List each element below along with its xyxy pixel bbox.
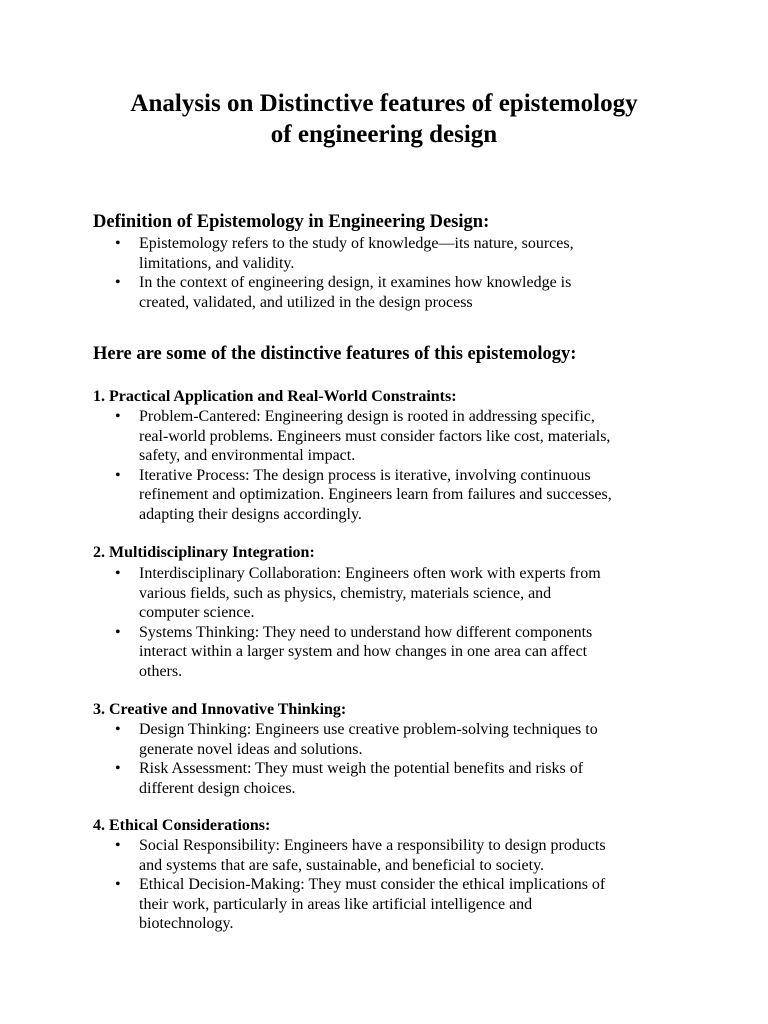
definition-item xyxy=(0,234,768,273)
section-item-line: Ethical Decision-Making: They must consider the ethical implications of xyxy=(139,876,606,894)
bullet-glyph: • xyxy=(115,876,121,894)
document-title-line-2: of engineering design xyxy=(270,121,498,148)
section-heading: 4. Ethical Considerations: xyxy=(93,817,271,834)
bullet-glyph: • xyxy=(115,565,121,582)
section-item-line: Systems Thinking: They need to understand how different components xyxy=(139,623,593,641)
section-item xyxy=(0,875,768,934)
section-list xyxy=(0,564,768,682)
section-item xyxy=(0,720,768,759)
section-list xyxy=(0,720,768,798)
section-item-line: biotechnology. xyxy=(139,915,234,933)
features-heading: Here are some of the distinctive features of this epistemology: xyxy=(93,344,577,364)
bullet-glyph: • xyxy=(115,623,121,641)
definition-item xyxy=(0,273,768,312)
definition-item-line: In the context of engineering design, it examines how knowledge is xyxy=(139,274,572,292)
section-item-line: safety, and environmental impact. xyxy=(139,447,356,465)
bullet-glyph: • xyxy=(115,235,121,252)
bullet-glyph: • xyxy=(115,466,121,484)
section-heading: 3. Creative and Innovative Thinking: xyxy=(93,701,347,718)
section-item xyxy=(0,466,768,525)
definition-item-line: created, validated, and utilized in the design process xyxy=(139,293,473,311)
section-item-line: adapting their designs accordingly. xyxy=(139,505,362,523)
definition-item-line: Epistemology refers to the study of knowledge—its nature, sources, xyxy=(139,235,574,252)
section-item-line: others. xyxy=(139,662,183,680)
section-item-line: refinement and optimization. Engineers learn from failures and successes, xyxy=(139,486,612,504)
section-item xyxy=(0,836,768,875)
definition-list xyxy=(0,234,768,312)
bullet-glyph: • xyxy=(115,760,121,778)
definition-heading: Definition of Epistemology in Engineering Design: xyxy=(93,212,490,232)
section-item-line: computer science. xyxy=(139,604,255,622)
bullet-glyph: • xyxy=(115,837,121,854)
bullet-glyph: • xyxy=(115,408,121,425)
section-heading: 2. Multidisciplinary Integration: xyxy=(93,544,315,561)
document-title-line-1: Analysis on Distinctive features of epistemology xyxy=(130,90,638,117)
section-item-line: interact within a larger system and how changes in one area can affect xyxy=(139,643,588,661)
section-item xyxy=(0,759,768,798)
section-item-line: Social Responsibility: Engineers have a responsibility to design products xyxy=(139,837,606,854)
bullet-glyph: • xyxy=(115,721,121,738)
section-item-line: Problem-Cantered: Engineering design is rooted in addressing specific, xyxy=(139,408,595,425)
section-item-line: their work, particularly in areas like artificial intelligence and xyxy=(139,895,533,913)
document-title xyxy=(60,88,708,150)
section-item-line: Risk Assessment: They must weigh the potential benefits and risks of xyxy=(139,760,584,778)
bullet-glyph: • xyxy=(115,274,121,292)
section-item-line: different design choices. xyxy=(139,779,296,797)
section-item-line: Design Thinking: Engineers use creative problem-solving techniques to xyxy=(139,721,598,738)
section-item-line: generate novel ideas and solutions. xyxy=(139,740,363,758)
section-item xyxy=(0,564,768,623)
section-item-line: real-world problems. Engineers must consider factors like cost, materials, xyxy=(139,427,611,445)
section-heading: 1. Practical Application and Real-World Constraints: xyxy=(93,388,457,405)
definition-item-line: limitations, and validity. xyxy=(139,254,295,272)
section-list xyxy=(0,836,768,934)
section-item-line: various fields, such as physics, chemistry, materials science, and xyxy=(139,584,552,602)
section-item-line: Interdisciplinary Collaboration: Engineers often work with experts from xyxy=(139,565,601,582)
section-list xyxy=(0,407,768,525)
section-item-line: and systems that are safe, sustainable, and beneficial to society. xyxy=(139,856,545,874)
section-item-line: Iterative Process: The design process is iterative, involving continuous xyxy=(139,466,591,484)
section-item xyxy=(0,623,768,682)
section-item xyxy=(0,407,768,466)
